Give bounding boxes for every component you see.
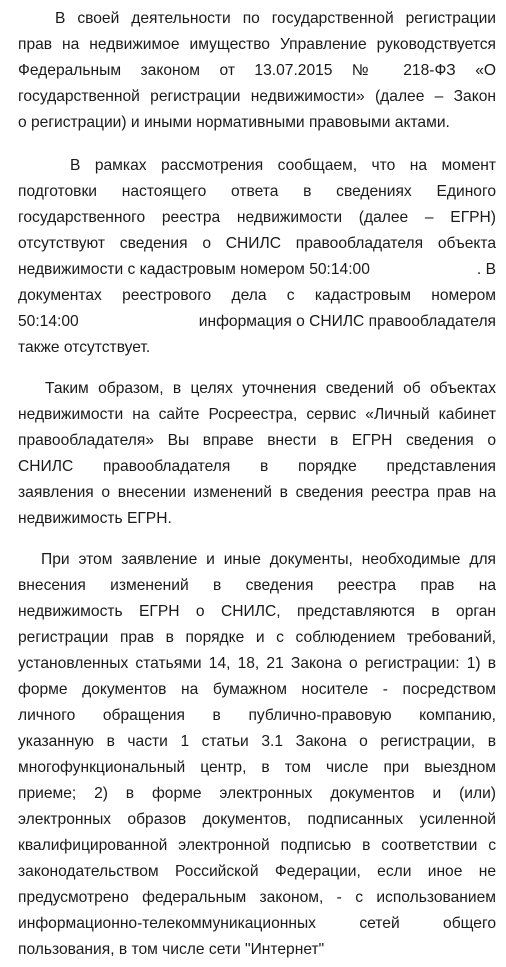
text-line: информационно-телекоммуникационных сетей общего <box>18 915 496 932</box>
text-line: регистрации прав в порядке и с соблюдением требований, <box>18 629 496 646</box>
text-line: многофункциональный центр, в том числе при выездном <box>18 759 496 776</box>
text-line: предусмотрено федеральным законом, - с использованием <box>18 889 496 906</box>
text-line: документах реестрового дела с кадастровым номером <box>18 287 496 304</box>
text-fragment: . В <box>476 261 496 278</box>
text-line: недвижимость ЕГРН о СНИЛС, представляются в орган <box>18 603 496 620</box>
text-line: Таким образом, в целях уточнения сведений об объектах <box>45 380 496 397</box>
text-line: В рамках рассмотрения сообщаем, что на момент <box>70 157 496 174</box>
text-line: квалифицированной электронной подписью в соответствии с <box>18 837 496 854</box>
text-line: установленных статьями 14, 18, 21 Закона о регистрации: 1) в <box>18 655 496 672</box>
text-line: подготовки настоящего ответа в сведениях Единого <box>18 183 496 200</box>
text-line: недвижимости на сайте Росреестра, сервис «Личный кабинет <box>18 406 496 423</box>
text-line: При этом заявление и иные документы, необходимые для <box>41 551 496 568</box>
text-line: приеме; 2) в форме электронных документов и (или) <box>18 785 496 802</box>
text-line: о регистрации) и иными нормативными правовыми актами. <box>18 114 450 131</box>
text-line: электронных образов документов, подписанных усиленной <box>18 811 496 828</box>
text-line-cadastral-1 <box>18 257 496 283</box>
text-line: СНИЛС правообладателя в порядке представления <box>18 458 496 475</box>
text-line: государственного реестра недвижимости (далее – ЕГРН) <box>18 209 496 226</box>
text-line: недвижимость ЕГРН. <box>18 510 172 527</box>
text-line: прав на недвижимое имущество Управление руководствуется <box>18 36 496 53</box>
text-line: указанную в части 1 статьи 3.1 Закона о регистрации, в <box>18 733 496 750</box>
text-line: также отсутствует. <box>18 339 151 356</box>
text-line: правообладателя» Вы вправе внести в ЕГРН сведения о <box>18 432 496 449</box>
text-line: внесения изменений в сведения реестра прав на <box>18 577 496 594</box>
text-line: Федеральным законом от 13.07.2015 № 218-ФЗ «О <box>18 62 496 79</box>
text-line: пользования, в том числе сети "Интернет" <box>18 941 325 958</box>
cadastral-number-partial: недвижимости с кадастровым номером 50:14:00 <box>18 261 370 278</box>
text-line: форме документов на бумажном носителе - посредством <box>18 681 496 698</box>
text-line: заявления о внесении изменений в сведения реестра прав на <box>18 484 496 501</box>
text-line: В своей деятельности по государственной регистрации <box>55 10 496 27</box>
text-line: личного обращения в публично-правовую компанию, <box>18 707 496 724</box>
text-line-cadastral-2 <box>18 309 496 335</box>
text-fragment: информация о СНИЛС правообладателя <box>198 313 496 330</box>
text-line: законодательством Российской Федерации, если иное не <box>18 863 496 880</box>
text-line: отсутствуют сведения о СНИЛС правообладателя объекта <box>18 235 496 252</box>
text-line: государственной регистрации недвижимости» (далее – Закон <box>18 88 496 105</box>
cadastral-number-partial: 50:14:00 <box>18 313 79 330</box>
